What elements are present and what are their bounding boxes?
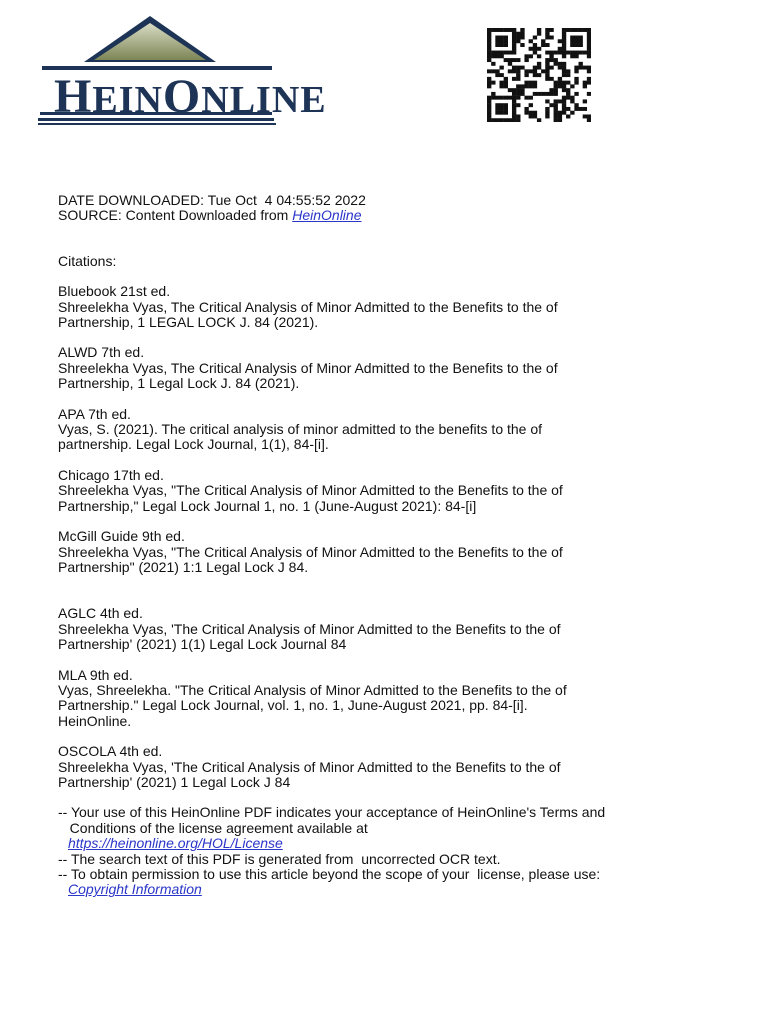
citations-list xyxy=(58,284,738,790)
date-downloaded: DATE DOWNLOADED: Tue Oct 4 04:55:52 2022 xyxy=(58,192,366,208)
citation-text: Partnership, 1 LEGAL LOCK J. 84 (2021). xyxy=(58,314,319,331)
citation-text: Shreelekha Vyas, The Critical Analysis of Minor Admitted to the Benefits to the of xyxy=(58,359,558,376)
license-link[interactable]: https://heinonline.org/HOL/License xyxy=(68,835,283,852)
citation-style: OSCOLA 4th ed. xyxy=(58,743,163,760)
terms-notice-line1: -- Your use of this HeinOnline PDF indicates your acceptance of HeinOnline's Terms and xyxy=(58,804,606,821)
citation-text: Shreelekha Vyas, 'The Critical Analysis of Minor Admitted to the Benefits to the of xyxy=(58,758,561,775)
heinonline-link[interactable]: HeinOnline xyxy=(292,207,362,224)
citation-style: Bluebook 21st ed. xyxy=(58,283,171,300)
citations-heading: Citations: xyxy=(58,252,117,269)
notices xyxy=(58,805,738,897)
citation-style: McGill Guide 9th ed. xyxy=(58,528,185,545)
logo-wordmark: HEINONLINE xyxy=(54,70,327,123)
citation-block xyxy=(58,606,738,652)
citation-block xyxy=(58,668,738,730)
citation-style: MLA 9th ed. xyxy=(58,666,133,683)
copyright-link[interactable]: Copyright Information xyxy=(68,881,202,898)
ocr-notice: -- The search text of this PDF is generated from uncorrected OCR text. xyxy=(58,850,501,867)
license-link-line xyxy=(58,836,738,851)
heinonline-logo xyxy=(38,16,428,130)
citation-block xyxy=(58,744,738,790)
citation-text: Shreelekha Vyas, 'The Critical Analysis of Minor Admitted to the Benefits to the of xyxy=(58,620,561,637)
citation-text: Partnership." Legal Lock Journal, vol. 1, no. 1, June-August 2021, pp. 84-[i]. xyxy=(58,697,528,714)
citation-block xyxy=(58,468,738,514)
citation-block xyxy=(58,284,738,330)
citation-text: Partnership, 1 Legal Lock J. 84 (2021). xyxy=(58,375,300,392)
citation-text: partnership. Legal Lock Journal, 1(1), 84-[i]. xyxy=(58,436,329,453)
citation-block xyxy=(58,407,738,453)
qr-code-icon xyxy=(487,28,591,122)
citation-text: Partnership' (2021) 1 Legal Lock J 84 xyxy=(58,773,291,790)
source-prefix: SOURCE: Content Downloaded from xyxy=(58,207,293,224)
citation-block xyxy=(58,345,738,391)
citation-text: Vyas, S. (2021). The critical analysis of minor admitted to the benefits to the of xyxy=(58,421,543,438)
citation-text: Shreelekha Vyas, The Critical Analysis of Minor Admitted to the Benefits to the of xyxy=(58,298,558,315)
citation-text: Partnership," Legal Lock Journal 1, no. 1 (June-August 2021): 84-[i] xyxy=(58,497,477,514)
citation-block xyxy=(58,529,738,575)
citation-text: Shreelekha Vyas, "The Critical Analysis of Minor Admitted to the Benefits to the of xyxy=(58,482,563,499)
citation-text: Vyas, Shreelekha. "The Critical Analysis of Minor Admitted to the Benefits to the of xyxy=(58,681,567,698)
permission-notice: -- To obtain permission to use this article beyond the scope of your license, please use: xyxy=(58,866,601,882)
citation-style: APA 7th ed. xyxy=(58,405,131,422)
citation-text: Shreelekha Vyas, "The Critical Analysis of Minor Admitted to the Benefits to the of xyxy=(58,543,563,560)
citation-text: HeinOnline. xyxy=(58,712,132,729)
citation-text: Partnership' (2021) 1(1) Legal Lock Journal 84 xyxy=(58,636,347,653)
citation-text: Partnership" (2021) 1:1 Legal Lock J 84. xyxy=(58,558,309,575)
citation-style: ALWD 7th ed. xyxy=(58,344,145,361)
citation-style: AGLC 4th ed. xyxy=(58,605,143,622)
source-line xyxy=(58,208,738,223)
terms-notice-line2: Conditions of the license agreement available at xyxy=(58,819,368,836)
copyright-link-line xyxy=(58,882,738,897)
document-body xyxy=(58,193,738,898)
citation-style: Chicago 17th ed. xyxy=(58,466,164,483)
